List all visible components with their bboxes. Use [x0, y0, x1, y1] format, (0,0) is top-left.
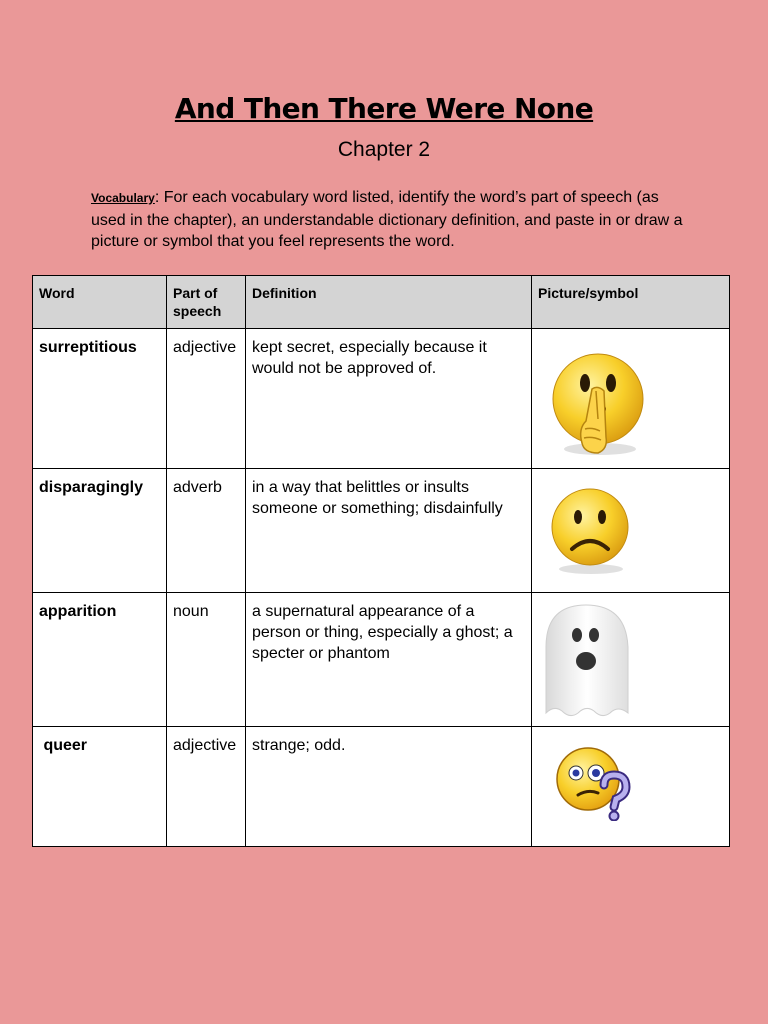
vocabulary-instructions	[91, 187, 691, 253]
header-definition: Definition	[246, 276, 532, 329]
ghost-icon	[538, 601, 634, 721]
frowning-face-icon	[550, 487, 632, 577]
header-word: Word	[33, 276, 167, 329]
shushing-face-icon	[552, 349, 648, 459]
instructions-text: : For each vocabulary word listed, identify the word’s part of speech (as used in the chapter), an understandable dictionary definition, and paste in or draw a picture or symbol that you feel represents the word.	[91, 189, 683, 250]
chapter-subtitle: Chapter 2	[337, 138, 431, 161]
part-of-speech-cell: noun	[167, 593, 246, 727]
header-part-of-speech: Part of speech	[167, 276, 246, 329]
table-row	[33, 727, 730, 847]
definition-cell: strange; odd.	[246, 727, 532, 847]
table-header-row	[33, 276, 730, 329]
definition-cell: kept secret, especially because it would not be approved of.	[246, 329, 532, 469]
word-cell: surreptitious	[33, 329, 167, 469]
word-cell: queer	[33, 727, 167, 847]
page-title: And Then There Were None	[174, 92, 594, 125]
word-cell: disparagingly	[33, 469, 167, 593]
vocabulary-table	[32, 275, 730, 847]
vocabulary-label: Vocabulary	[91, 191, 155, 205]
picture-cell	[532, 727, 730, 847]
part-of-speech-cell: adjective	[167, 727, 246, 847]
picture-cell	[532, 593, 730, 727]
table-row	[33, 469, 730, 593]
part-of-speech-cell: adverb	[167, 469, 246, 593]
definition-cell: a supernatural appearance of a person or thing, especially a ghost; a specter or phantom	[246, 593, 532, 727]
part-of-speech-cell: adjective	[167, 329, 246, 469]
definition-cell: in a way that belittles or insults someone or something; disdainfully	[246, 469, 532, 593]
picture-cell	[532, 469, 730, 593]
confused-face-icon	[556, 745, 632, 821]
table-row	[33, 593, 730, 727]
header-picture-symbol: Picture/symbol	[532, 276, 730, 329]
word-cell: apparition	[33, 593, 167, 727]
table-row	[33, 329, 730, 469]
picture-cell	[532, 329, 730, 469]
